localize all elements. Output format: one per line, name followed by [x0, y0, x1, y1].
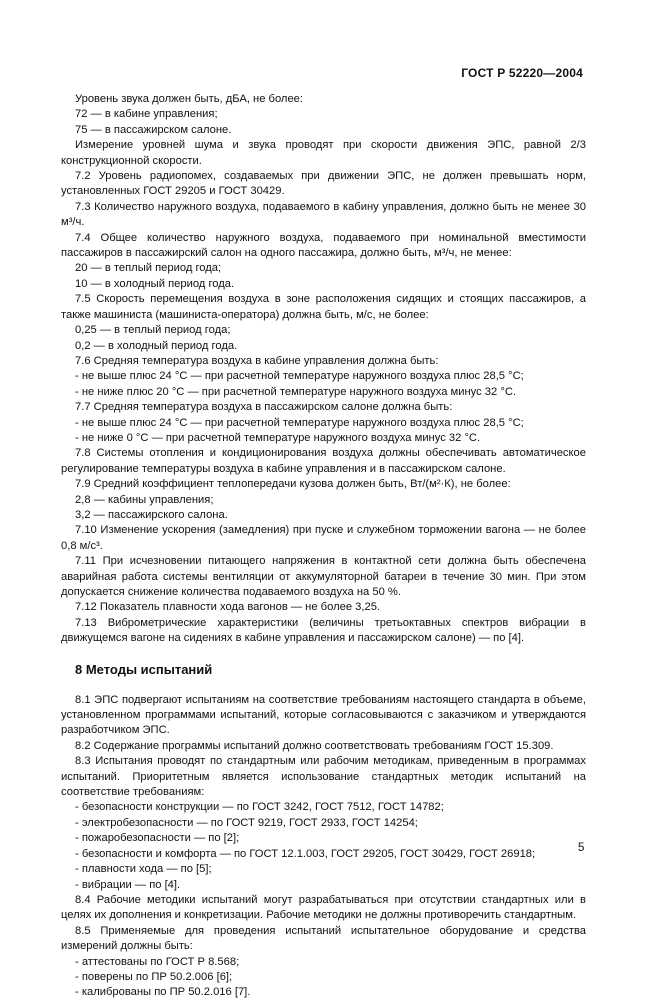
paragraph: 7.4 Общее количество наружного воздуха, подаваемого при номинальной вместимости пассажиров в пассажирский салон на одного пассажира, должно быть, м³/ч, не менее:: [61, 231, 586, 260]
list-item: - калиброваны по ПР 50.2.016 [7].: [75, 986, 251, 999]
paragraph: 7.9 Средний коэффициент теплопередачи кузова должен быть, Вт/(м²·К), не более:: [75, 478, 511, 491]
page-number: 5: [578, 842, 585, 854]
paragraph: 8.4 Рабочие методики испытаний могут разрабатываться при отсутствии стандартных или в целях их дополнения и конкретизации. Рабочие методики не должны противоречить стандартным.: [61, 893, 586, 922]
paragraph: Уровень звука должен быть, дБА, не более:: [75, 93, 304, 105]
page-content: [61, 92, 586, 1001]
paragraph: 7.8 Системы отопления и кондиционирования воздуха должны обеспечивать автоматическое регулирование температуры воздуха в кабине управления и в пассажирском салоне.: [61, 447, 586, 475]
paragraph: 20 — в теплый период года;: [75, 262, 222, 275]
list-item: - пожаробезопасности — по [2];: [75, 832, 240, 845]
paragraph: 8.5 Применяемые для проведения испытаний испытательное оборудование и средства измерений должны быть:: [61, 924, 586, 953]
paragraph: 7.12 Показатель плавности хода вагонов — не более 3,25.: [75, 601, 381, 614]
paragraph: 0,2 — в холодный период года.: [75, 339, 238, 352]
list-item: - вибрации — по [4].: [75, 878, 181, 891]
document-code: ГОСТ Р 52220—2004: [461, 66, 583, 80]
section-8-body: [61, 693, 586, 1001]
paragraph: 7.3 Количество наружного воздуха, подаваемого в кабину управления, должно быть не менее 30 м³/ч.: [61, 200, 586, 229]
paragraph: 8.2 Содержание программы испытаний должно соответствовать требованиям ГОСТ 15.309.: [75, 739, 554, 752]
paragraph: 7.5 Скорость перемещения воздуха в зоне расположения сидящих и стоящих пассажиров, а также машиниста (машиниста-оператора) должна быть, м/с, не более:: [61, 293, 586, 321]
paragraph: 7.13 Виброметрические характеристики (величины третьоктавных спектров вибрации в движущемся вагоне на сидениях в кабине управления и пассажирском салоне) — по [4].: [61, 616, 586, 645]
paragraph: Измерение уровней шума и звука проводят при скорости движения ЭПС, равной 2/3 конструкционной скорости.: [61, 139, 586, 167]
list-item: - электробезопасности — по ГОСТ 9219, ГОСТ 2933, ГОСТ 14254;: [75, 816, 418, 829]
list-item: - не выше плюс 24 °С — при расчетной температуре наружного воздуха плюс 28,5 °С;: [75, 416, 524, 429]
paragraph: 7.2 Уровень радиопомех, создаваемых при движении ЭПС, не должен превышать норм, установленных ГОСТ 29205 и ГОСТ 30429.: [61, 170, 586, 198]
paragraph: 10 — в холодный период года.: [75, 277, 235, 290]
section-7-continuation: [61, 92, 586, 647]
paragraph: 8.1 ЭПС подвергают испытаниям на соответствие требованиям настоящего стандарта в объеме, установленном программами испытаний, которые согласовываются с заказчиком и утверждаются разработчиком ЭПС.: [61, 693, 586, 737]
list-item: - не выше плюс 24 °С — при расчетной температуре наружного воздуха плюс 28,5 °С;: [75, 370, 524, 383]
paragraph: 3,2 — пассажирского салона.: [75, 508, 228, 521]
list-item: - аттестованы по ГОСТ Р 8.568;: [75, 955, 240, 968]
list-item: - безопасности и комфорта — по ГОСТ 12.1.003, ГОСТ 29205, ГОСТ 30429, ГОСТ 26918;: [75, 847, 536, 860]
paragraph: 7.10 Изменение ускорения (замедления) при пуске и служебном торможении вагона — не более 0,8 м/с³.: [61, 524, 586, 552]
paragraph: 0,25 — в теплый период года;: [75, 324, 231, 337]
list-item: - плавности хода — по [5];: [75, 863, 212, 876]
list-item: - поверены по ПР 50.2.006 [6];: [75, 970, 233, 983]
section-8-heading: 8 Методы испытаний: [75, 661, 213, 677]
list-item: - безопасности конструкции — по ГОСТ 3242, ГОСТ 7512, ГОСТ 14782;: [75, 801, 444, 814]
paragraph: 7.6 Средняя температура воздуха в кабине управления должна быть:: [75, 354, 439, 367]
paragraph: 75 — в пассажирском салоне.: [75, 123, 232, 136]
paragraph: 8.3 Испытания проводят по стандартным или рабочим методикам, приведенным в программах испытаний. Приоритетным является использование стандартных методик испытаний на соответствие требованиям:: [61, 755, 586, 799]
list-item: - не ниже плюс 20 °С — при расчетной температуре наружного воздуха минус 32 °С.: [75, 385, 517, 398]
paragraph: 2,8 — кабины управления;: [75, 493, 214, 506]
paragraph: 7.11 При исчезновении питающего напряжения в контактной сети должна быть обеспечена аварийная работа системы вентиляции от аккумуляторной батареи в течение 30 мин. При этом допускается снижение количества подаваемого воздуха на 50 %.: [61, 555, 586, 598]
paragraph: 7.7 Средняя температура воздуха в пассажирском салоне должна быть:: [75, 401, 453, 414]
list-item: - не ниже 0 °С — при расчетной температуре наружного воздуха минус 32 °С.: [75, 431, 481, 444]
paragraph: 72 — в кабине управления;: [75, 108, 218, 121]
